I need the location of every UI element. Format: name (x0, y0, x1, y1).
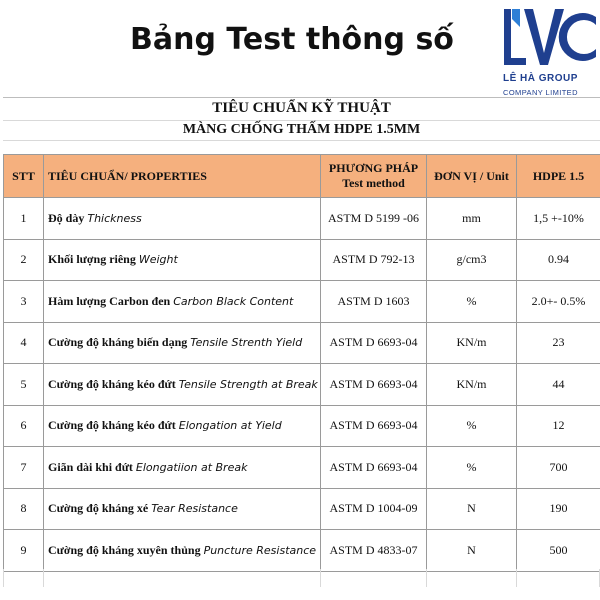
cell-property (44, 322, 321, 364)
spec-heading: TIÊU CHUẨN KỸ THUẬT (212, 100, 391, 116)
property-en: Weight (138, 253, 178, 267)
property-vi: Giãn dài khi đứt (48, 459, 133, 474)
company-logo (500, 5, 600, 100)
col-property: TIÊU CHUẨN/ PROPERTIES (44, 155, 321, 198)
spec-subheading: MÀNG CHỐNG THẤM HDPE 1.5MM (182, 122, 421, 137)
table-row (4, 281, 600, 323)
page-title: Bảng Test thông số (130, 22, 454, 57)
property-en: Tear Resistance (151, 502, 238, 516)
property-en: Tensile Strength at Break (178, 377, 318, 391)
cell-value: 23 (517, 322, 600, 364)
cell-unit: % (427, 281, 517, 323)
cell-value: 44 (517, 364, 600, 406)
cell-property (44, 488, 321, 530)
cell-stt: 2 (4, 239, 44, 281)
table-row (4, 488, 600, 530)
cell-method: ASTM D 1004-09 (321, 488, 427, 530)
cell-property (44, 198, 321, 240)
cell-method: ASTM D 6693-04 (321, 405, 427, 447)
table-row (4, 447, 600, 489)
cell-value: 2.0+- 0.5% (517, 281, 600, 323)
logo-group-text: LÊ HÀ GROUP (503, 73, 578, 84)
col-method-vi: PHƯƠNG PHÁP (328, 161, 419, 175)
cell-unit: g/cm3 (427, 239, 517, 281)
property-vi: Cường độ kháng xé (48, 501, 149, 516)
table-row (4, 198, 600, 240)
col-method (321, 155, 427, 198)
cell-method: ASTM D 792-13 (321, 239, 427, 281)
cell-unit: mm (427, 198, 517, 240)
cell-stt: 4 (4, 322, 44, 364)
cell-value: 500 (517, 530, 600, 572)
property-vi: Cường độ kháng kéo đứt (48, 418, 176, 433)
cell-unit: % (427, 447, 517, 489)
col-method-en: Test method (342, 176, 405, 190)
col-unit: ĐƠN VỊ / Unit (427, 155, 517, 198)
property-en: Elongation at Yield (178, 419, 282, 433)
cell-property (44, 281, 321, 323)
cell-unit: % (427, 405, 517, 447)
lvc-logo-icon (500, 5, 600, 71)
table-body (4, 198, 600, 572)
table-row (4, 405, 600, 447)
property-vi: Hàm lượng Carbon đen (48, 293, 171, 308)
cell-method: ASTM D 6693-04 (321, 447, 427, 489)
property-vi: Cường độ kháng kéo đứt (48, 376, 176, 391)
logo-company-text: COMPANY LIMITED (503, 88, 578, 97)
property-en: Elongatiion at Break (135, 460, 248, 474)
cell-property (44, 364, 321, 406)
cell-property (44, 405, 321, 447)
property-vi: Độ dày (48, 210, 85, 225)
spec-table (3, 154, 600, 572)
cell-stt: 6 (4, 405, 44, 447)
grid-row (3, 140, 600, 155)
cell-method: ASTM D 1603 (321, 281, 427, 323)
property-en: Thickness (87, 211, 142, 225)
cell-stt: 1 (4, 198, 44, 240)
property-en: Tensile Strenth Yield (190, 336, 303, 350)
cell-method: ASTM D 6693-04 (321, 322, 427, 364)
property-en: Carbon Black Content (173, 294, 294, 308)
cell-value: 12 (517, 405, 600, 447)
table-header-row (4, 155, 600, 198)
table-row (4, 322, 600, 364)
property-en: Puncture Resistance (203, 543, 317, 557)
cell-property (44, 530, 321, 572)
cell-stt: 3 (4, 281, 44, 323)
cell-unit: KN/m (427, 364, 517, 406)
cell-stt: 7 (4, 447, 44, 489)
table-row (4, 364, 600, 406)
cell-stt: 9 (4, 530, 44, 572)
property-vi: Khối lượng riêng (48, 252, 136, 267)
cell-stt: 5 (4, 364, 44, 406)
col-value: HDPE 1.5 (517, 155, 600, 198)
property-vi: Cường độ kháng xuyên thủng (48, 542, 201, 557)
cell-value: 0.94 (517, 239, 600, 281)
cell-unit: N (427, 488, 517, 530)
cell-method: ASTM D 5199 -06 (321, 198, 427, 240)
cell-stt: 8 (4, 488, 44, 530)
cell-property (44, 447, 321, 489)
cell-value: 700 (517, 447, 600, 489)
col-stt: STT (4, 155, 44, 198)
cell-property (44, 239, 321, 281)
cell-unit: KN/m (427, 322, 517, 364)
cell-value: 190 (517, 488, 600, 530)
property-vi: Cường độ kháng biến dạng (48, 335, 188, 350)
cell-value: 1,5 +-10% (517, 198, 600, 240)
table-row (4, 530, 600, 572)
table-row (4, 239, 600, 281)
cell-method: ASTM D 6693-04 (321, 364, 427, 406)
empty-grid-row (3, 569, 600, 587)
cell-method: ASTM D 4833-07 (321, 530, 427, 572)
cell-unit: N (427, 530, 517, 572)
